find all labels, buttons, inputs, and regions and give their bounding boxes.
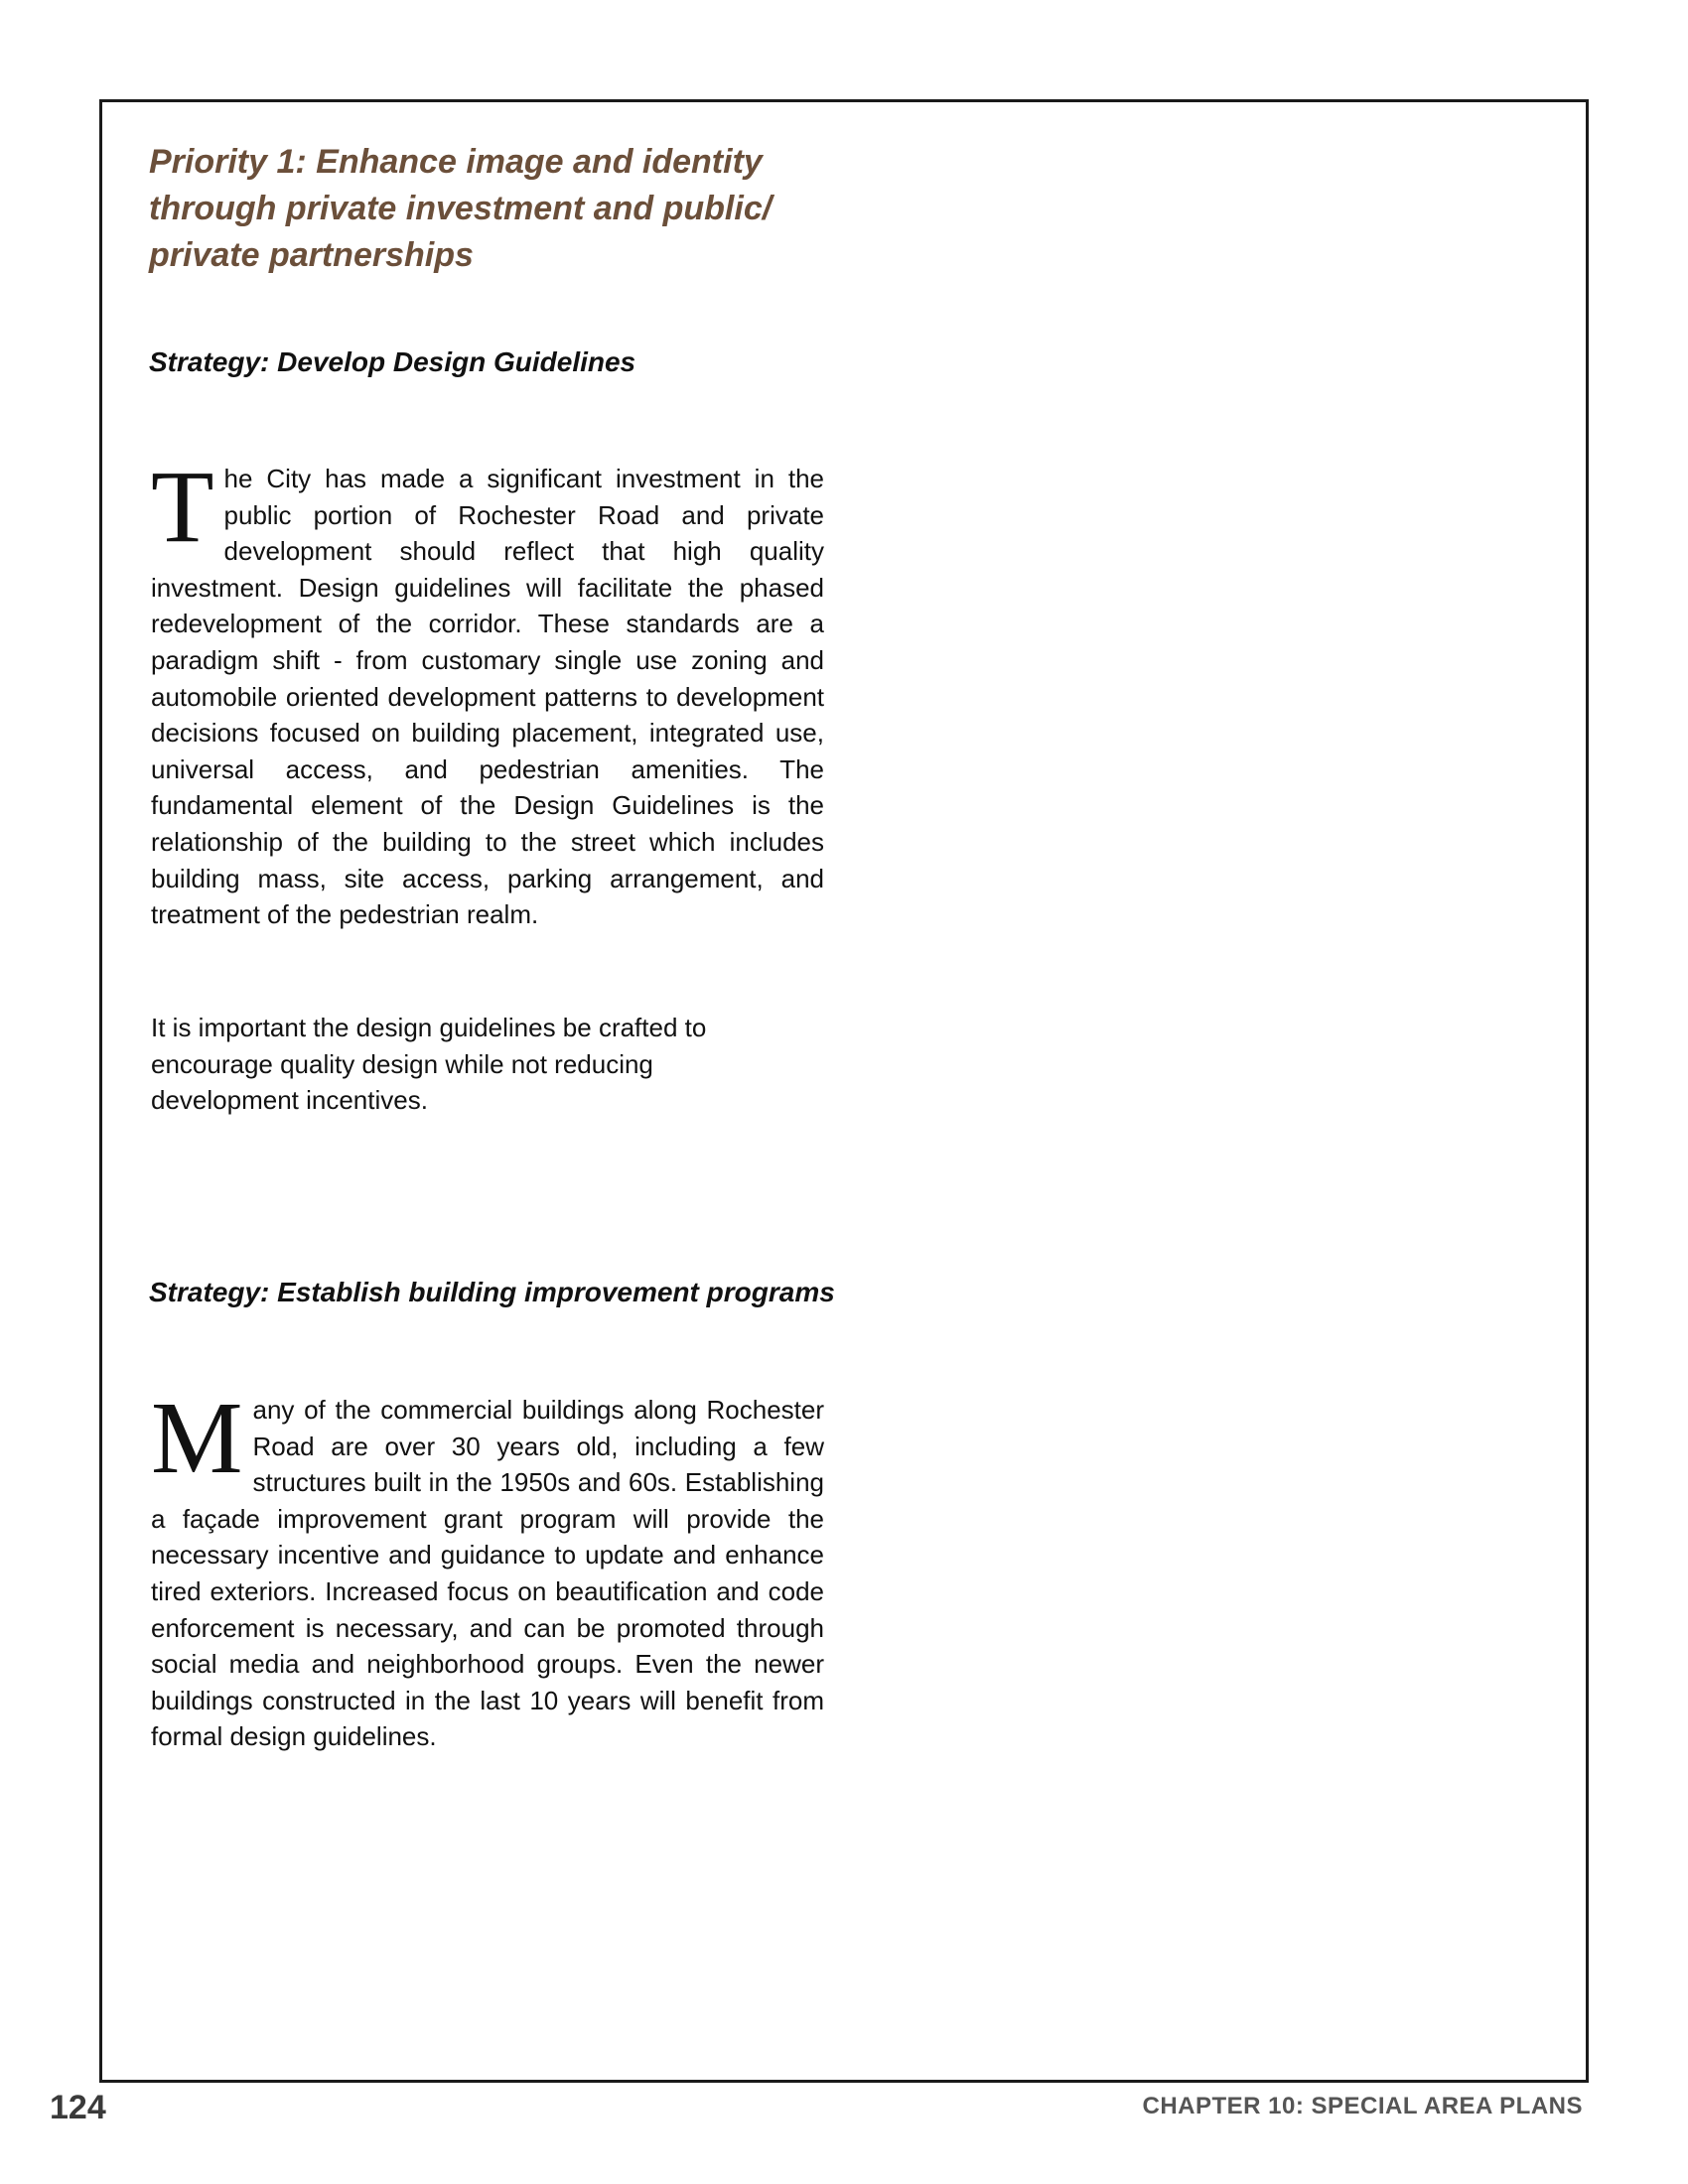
building-improvement-paragraph bbox=[151, 1381, 824, 1755]
priority-heading: Priority 1: Enhance image and identity through private investment and public/ private partnerships bbox=[149, 143, 773, 274]
chapter-title: CHAPTER 10: SPECIAL AREA PLANS bbox=[1142, 2093, 1583, 2119]
design-guidelines-note: It is important the design guidelines be crafted to encourage quality design while not reducing development incentives. bbox=[151, 1013, 707, 1116]
strategy-heading-design-guidelines: Strategy: Develop Design Guidelines bbox=[149, 346, 636, 377]
design-guidelines-paragraph bbox=[151, 450, 824, 933]
page-number: 124 bbox=[50, 2089, 106, 2126]
paragraph-text: any of the commercial buildings along Rochester Road are over 30 years old, including a few structures built in the 1950s and 60s. Establishing a façade improvement grant program will provide the necessary incentive and guidance to update and enhance tired exteriors. Increased focus on beautification and code enforcement is necessary, and can be promoted through social media and neighborhood groups. Even the newer buildings constructed in the last 10 years will benefit from formal design guidelines. bbox=[151, 1395, 824, 1752]
drop-cap: T bbox=[151, 450, 214, 564]
strategy-heading-building-improvement: Strategy: Establish building improvement programs bbox=[149, 1277, 835, 1307]
paragraph-text: he City has made a significant investment in the public portion of Rochester Road and private development should reflect that high quality investment. Design guidelines will facilitate the phased redevelopment of the corridor. These standards are a paradigm shift - from customary single use zoning and automobile oriented development patterns to development decisions focused on building placement, integrated use, universal access, and pedestrian amenities. The fundamental element of the Design Guidelines is the relationship of the building to the street which includes building mass, site access, parking arrangement, and treatment of the pedestrian realm. bbox=[151, 464, 824, 930]
drop-cap: M bbox=[151, 1381, 243, 1495]
